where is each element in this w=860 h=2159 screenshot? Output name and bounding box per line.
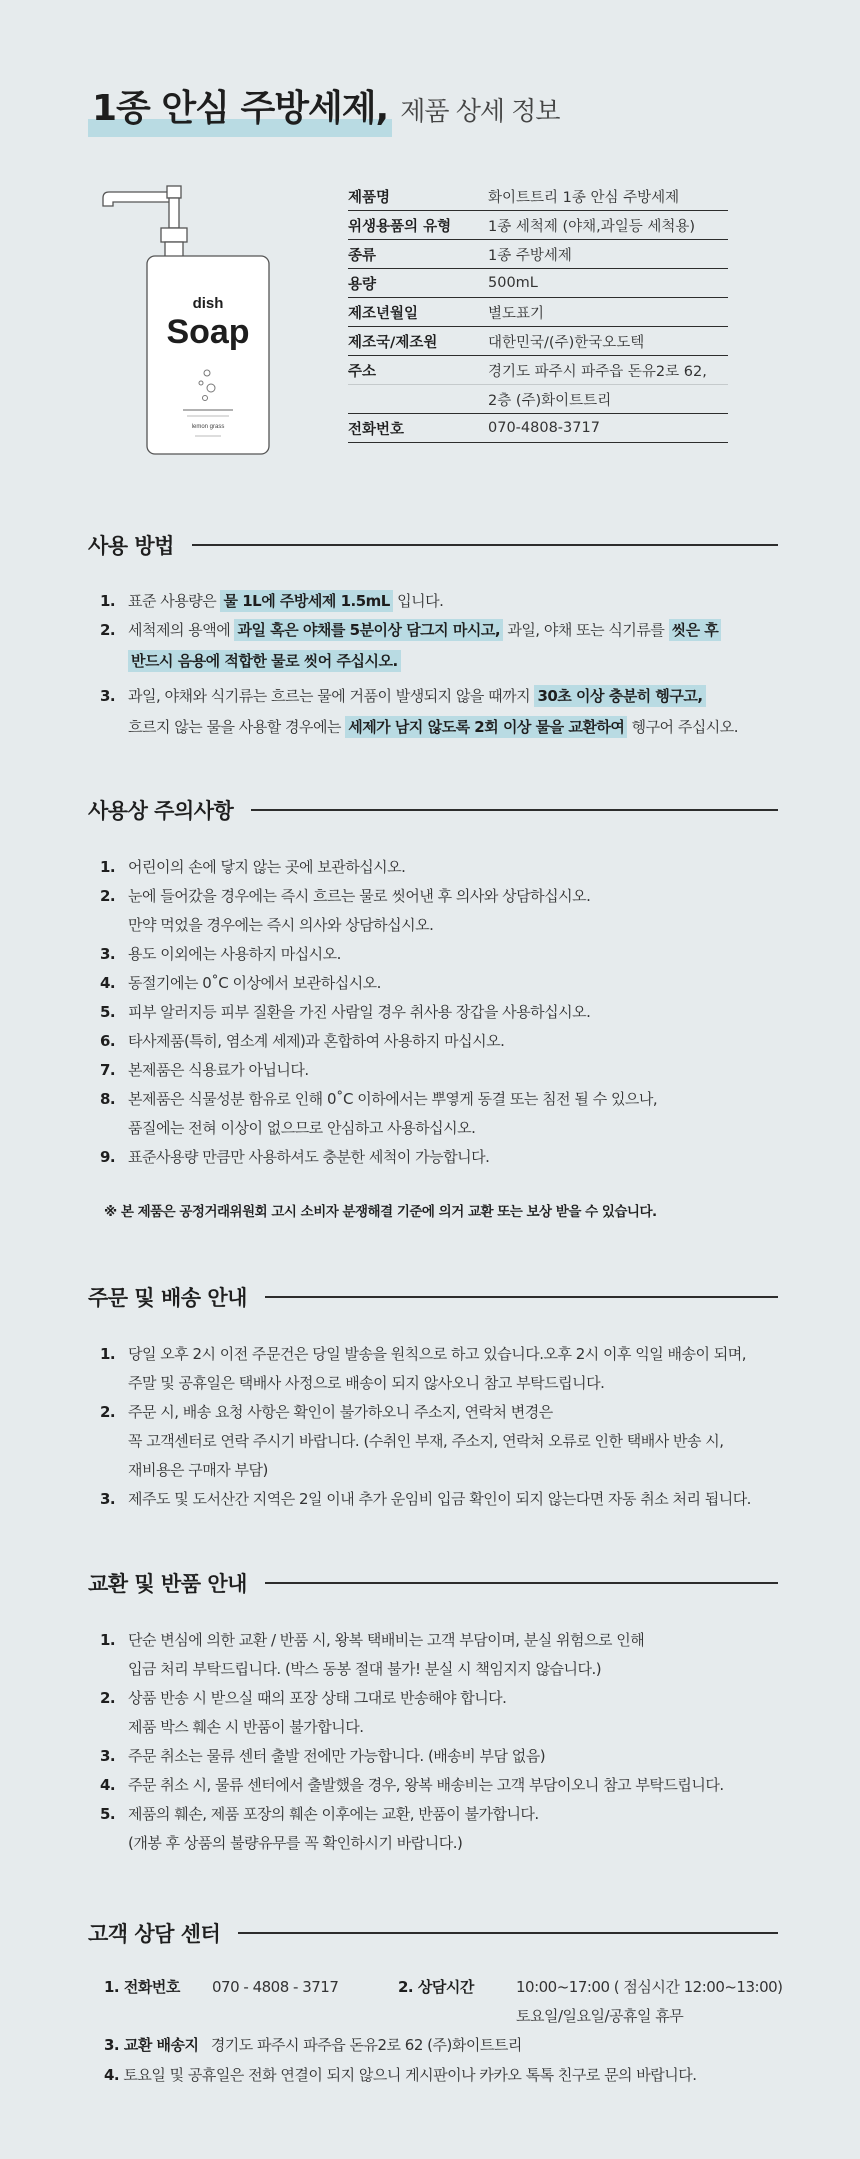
shipping-list: 1. 당일 오후 2시 이전 주문건은 당일 발송을 원칙으로 하고 있습니다.오후 2시 이후 익일 배송이 되며, 주말 및 공휴일은 택배사 사정으로 배송이 되지 않사오니 참고 부탁드립니다. 2. 주문 시, 배송 요청 사항은 확인이 불가하오니 주소지, 연락처 변경은 꼭 고객센터로 연락 주시기 바랍니다. (수취인 부재, 주소지, 연락처 오류로 인한 택배사 반송 시, 재비용은 구매자 부담) 3. 제주도 및 도서산간 지역은 2일 이내 추가 운임비 입금 확인이 되지 않는다면 자동 취소 처리 됩니다.: [100, 1340, 780, 1514]
product-bottle-image: [95, 178, 285, 458]
spec-row: 위생용품의 유형 1종 세척제 (야채,과일등 세척용): [348, 211, 728, 240]
list-item: 2. 눈에 들어갔을 경우에는 즉시 흐르는 물로 씻어낸 후 의사와 상담하십시오.: [100, 887, 591, 905]
list-item: 5. 제품의 훼손, 제품 포장의 훼손 이후에는 교환, 반품이 불가합니다.: [100, 1805, 539, 1823]
list-item: 1. 당일 오후 2시 이전 주문건은 당일 발송을 원칙으로 하고 있습니다.오후 2시 이후 익일 배송이 되며,: [100, 1345, 746, 1363]
list-item: 1. 단순 변심에 의한 교환 / 반품 시, 왕복 택배비는 고객 부담이며, 분실 위험으로 인해: [100, 1631, 645, 1649]
divider: [192, 544, 778, 546]
highlight: 30초 이상 충분히 헹구고,: [534, 685, 705, 707]
list-item: 5. 피부 알러지등 피부 질환을 가진 사람일 경우 취사용 장갑을 사용하십시오.: [100, 1003, 591, 1021]
bottle-text-lemongrass: lemon grass: [191, 424, 225, 430]
usage-list: 1. 표준 사용량은 물 1L에 주방세제 1.5mL 입니다. 2. 세척제의 용액에 과일 혹은 야채를 5분이상 담그지 마시고, 과일, 야채 또는 식기류를 씻은 후 반드시 음용에 적합한 물로 씻어 주십시오. 3. 과일, 야채와 식기류는 흐르는 물에 거품이 발생되지 않을 때까지 30초 이상 충분히 헹구고, 흐르지 않는 물을 사용할 경우에는 세제가 남지 않도록 2회 이상 물을 교환하여 헹구어 주십시오.: [100, 587, 780, 742]
returns-list: 1. 단순 변심에 의한 교환 / 반품 시, 왕복 택배비는 고객 부담이며, 분실 위험으로 인해 입금 처리 부탁드립니다. (박스 동봉 절대 불가! 분실 시 책임지지 않습니다.) 2. 상품 반송 시 받으실 때의 포장 상태 그대로 반송해야 합니다. 제품 박스 훼손 시 반품이 불가합니다. 3. 주문 취소는 물류 센터 출발 전에만 가능합니다. (배송비 부담 없음) 4. 주문 취소 시, 물류 센터에서 출발했을 경우, 왕복 배송비는 고객 부담이오니 참고 부탁드립니다. 5. 제품의 훼손, 제품 포장의 훼손 이후에는 교환, 반품이 불가합니다. (개봉 후 상품의 불량유무를 꼭 확인하시기 바랍니다.): [100, 1626, 780, 1858]
list-item: 2. 주문 시, 배송 요청 사항은 확인이 불가하오니 주소지, 연락처 변경은: [100, 1403, 553, 1421]
usage-section-heading: 사용 방법: [88, 530, 778, 560]
bottle-text-dish: dish: [192, 295, 224, 312]
shipping-section-heading: 주문 및 배송 안내: [88, 1282, 778, 1312]
title-sub: 제품 상세 정보: [400, 97, 560, 127]
spec-row: 제조년월일 별도표기: [348, 298, 728, 327]
divider: [238, 1932, 778, 1934]
spec-row: 2층 (주)화이트트리: [348, 385, 728, 414]
list-item: 4. 주문 취소 시, 물류 센터에서 출발했을 경우, 왕복 배송비는 고객 부담이오니 참고 부탁드립니다.: [100, 1776, 724, 1794]
list-item: 2. 세척제의 용액에 과일 혹은 야채를 5분이상 담그지 마시고, 과일, 야채 또는 식기류를 씻은 후: [100, 616, 780, 645]
spec-row: 주소 경기도 파주시 파주읍 돈유2로 62,: [348, 356, 728, 385]
cs-note: 토요일 및 공휴일은 전화 연결이 되지 않으니 게시판이나 카카오 톡톡 친구로 문의 바랍니다.: [123, 2066, 697, 2084]
divider: [251, 809, 778, 811]
cs-phone: 070 - 4808 - 3717: [212, 1978, 339, 1996]
page-title: [88, 80, 559, 131]
title-main: 1종 안심 주방세제,: [88, 80, 392, 131]
divider: [265, 1582, 778, 1584]
caution-section-heading: 사용상 주의사항: [88, 795, 778, 825]
list-item: 1. 표준 사용량은 물 1L에 주방세제 1.5mL 입니다.: [100, 592, 444, 610]
bottle-text-soap: Soap: [166, 313, 250, 351]
highlight: 물 1L에 주방세제 1.5mL: [220, 590, 392, 612]
highlight: 세제가 남지 않도록 2회 이상 물을 교환하여: [345, 716, 627, 738]
returns-section-heading: 교환 및 반품 안내: [88, 1568, 778, 1598]
cs-hours-label: 2. 상담시간: [398, 1978, 474, 1996]
cs-hours: 10:00~17:00 ( 점심시간 12:00~13:00): [516, 1978, 783, 1996]
list-item: 9. 표준사용량 만큼만 사용하셔도 충분한 세척이 가능합니다.: [100, 1148, 490, 1166]
list-item: 8. 본제품은 식물성분 함유로 인해 0˚C 이하에서는 뿌옇게 동결 또는 침전 될 수 있으나,: [100, 1090, 658, 1108]
cs-section-heading: 고객 상담 센터: [88, 1918, 778, 1948]
divider: [265, 1296, 778, 1298]
cs-hours-off: 토요일/일요일/공휴일 휴무: [516, 2007, 684, 2025]
caution-note: ※ 본 제품은 공정거래위원회 고시 소비자 분쟁해결 기준에 의거 교환 또는 보상 받을 수 있습니다.: [104, 1204, 657, 1220]
spec-table: [348, 182, 728, 443]
highlight: 과일 혹은 야채를 5분이상 담그지 마시고,: [234, 619, 503, 641]
list-item: 3. 주문 취소는 물류 센터 출발 전에만 가능합니다. (배송비 부담 없음): [100, 1747, 546, 1765]
cs-addr: 경기도 파주시 파주읍 돈유2로 62 (주)화이트트리: [210, 2036, 522, 2054]
list-item: 3. 용도 이외에는 사용하지 마십시오.: [100, 945, 341, 963]
list-item: 7. 본제품은 식용료가 아닙니다.: [100, 1061, 309, 1079]
list-item: 4. 동절기에는 0˚C 이상에서 보관하십시오.: [100, 974, 381, 992]
cs-info: 1. 전화번호 070 - 4808 - 3717 2. 상담시간 10:00~17:00 ( 점심시간 12:00~13:00) 토요일/일요일/공휴일 휴무 3. 교환 배송지 경기도 파주시 파주읍 돈유2로 62 (주)화이트트리 4. 토요일 및 공휴일은 전화 연결이 되지 않으니 게시판이나 카카오 톡톡 친구로 문의 바랍니다.: [104, 1972, 804, 2090]
spec-row: 전화번호 070-4808-3717: [348, 414, 728, 443]
cs-addr-label: 3. 교환 배송지: [104, 2036, 199, 2054]
list-item: 1. 어린이의 손에 닿지 않는 곳에 보관하십시오.: [100, 858, 406, 876]
caution-list: 1. 어린이의 손에 닿지 않는 곳에 보관하십시오. 2. 눈에 들어갔을 경우에는 즉시 흐르는 물로 씻어낸 후 의사와 상담하십시오. 만약 먹었을 경우에는 즉시 의사와 상담하십시오. 3. 용도 이외에는 사용하지 마십시오. 4. 동절기에는 0˚C 이상에서 보관하십시오. 5. 피부 알러지등 피부 질환을 가진 사람일 경우 취사용 장갑을 사용하십시오. 6. 타사제품(특히, 염소계 세제)과 혼합하여 사용하지 마십시오. 7. 본제품은 식용료가 아닙니다. 8. 본제품은 식물성분 함유로 인해 0˚C 이하에서는 뿌옇게 동결 또는 침전 될 수 있으나, 품질에는 전혀 이상이 없으므로 안심하고 사용하십시오. 9. 표준사용량 만큼만 사용하셔도 충분한 세척이 가능합니다.: [100, 853, 780, 1172]
highlight: 씻은 후: [669, 619, 722, 641]
list-item: 2. 상품 반송 시 받으실 때의 포장 상태 그대로 반송해야 합니다.: [100, 1689, 507, 1707]
list-item: 3. 제주도 및 도서산간 지역은 2일 이내 추가 운임비 입금 확인이 되지 않는다면 자동 취소 처리 됩니다.: [100, 1490, 751, 1508]
spec-row: 제조국/제조원 대한민국/(주)한국오도텍: [348, 327, 728, 356]
spec-row: 제품명 화이트트리 1종 안심 주방세제: [348, 182, 728, 211]
list-item: 3. 과일, 야채와 식기류는 흐르는 물에 거품이 발생되지 않을 때까지 30초 이상 충분히 헹구고,: [100, 682, 780, 711]
spec-row: 용량 500mL: [348, 269, 728, 298]
spec-row: 종류 1종 주방세제: [348, 240, 728, 269]
highlight: 반드시 음용에 적합한 물로 씻어 주십시오.: [128, 650, 401, 672]
cs-phone-label: 1. 전화번호: [104, 1978, 180, 1996]
list-item: 6. 타사제품(특히, 염소계 세제)과 혼합하여 사용하지 마십시오.: [100, 1032, 505, 1050]
